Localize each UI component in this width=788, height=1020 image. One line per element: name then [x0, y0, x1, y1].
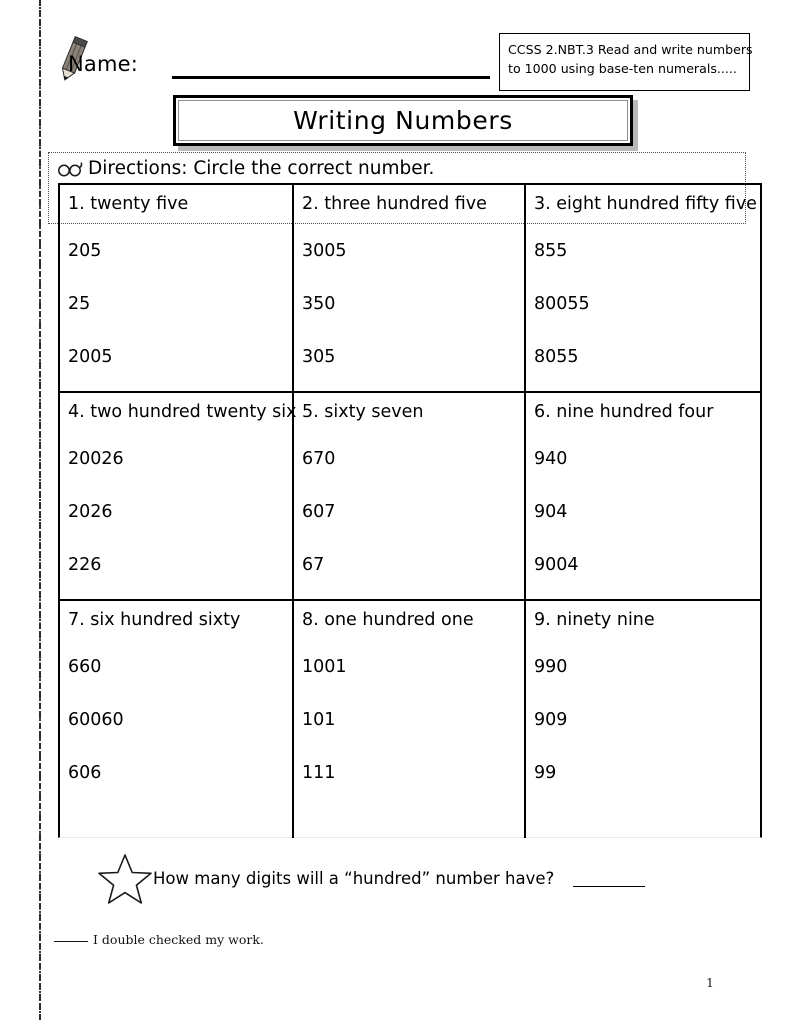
answer-choice[interactable]: 350 [302, 294, 336, 314]
problem-prompt: 2. three hundred five [302, 194, 487, 214]
answer-choice[interactable]: 2005 [68, 347, 113, 367]
answer-choice[interactable]: 99 [534, 763, 557, 783]
ccss-line-2: to 1000 using base-ten numerals..... [508, 61, 737, 76]
answer-choice[interactable]: 205 [68, 241, 102, 261]
problem-cell-9[interactable] [526, 601, 762, 838]
name-input-line[interactable] [172, 76, 490, 79]
ccss-standard-box [499, 33, 753, 91]
name-label: Name: [68, 52, 139, 76]
answer-choice[interactable]: 305 [302, 347, 336, 367]
answer-choice[interactable]: 80055 [534, 294, 590, 314]
answer-choice[interactable]: 606 [68, 763, 102, 783]
answer-choice[interactable]: 101 [302, 710, 336, 730]
problem-cell-4[interactable] [60, 393, 297, 601]
bonus-answer-line[interactable] [573, 886, 645, 887]
problem-prompt: 9. ninety nine [534, 610, 655, 630]
problem-cell-2[interactable] [294, 185, 526, 393]
answer-choice[interactable]: 909 [534, 710, 568, 730]
answer-choice[interactable]: 940 [534, 449, 568, 469]
answer-choice[interactable]: 904 [534, 502, 568, 522]
answer-choice[interactable]: 660 [68, 657, 102, 677]
problem-cell-8[interactable] [294, 601, 526, 838]
ccss-line-1: CCSS 2.NBT.3 Read and write numbers [508, 42, 753, 57]
problem-cell-7[interactable] [60, 601, 294, 838]
answer-choice[interactable]: 8055 [534, 347, 579, 367]
problem-prompt: 7. six hundred sixty [68, 610, 241, 630]
problem-grid [58, 183, 762, 838]
answer-choice[interactable]: 855 [534, 241, 568, 261]
directions-inner [57, 158, 434, 179]
answer-choice[interactable]: 226 [68, 555, 102, 575]
problem-prompt: 1. twenty five [68, 194, 189, 214]
page-number: 1 [706, 975, 714, 990]
answer-choice[interactable]: 111 [302, 763, 336, 783]
double-check-text: I double checked my work. [93, 932, 264, 947]
double-check-line [54, 932, 264, 947]
answer-choice[interactable]: 3005 [302, 241, 347, 261]
name-row [52, 34, 472, 86]
title-box [173, 95, 633, 146]
problem-cell-3[interactable] [526, 185, 762, 393]
answer-choice[interactable]: 20026 [68, 449, 124, 469]
answer-choice[interactable]: 25 [68, 294, 91, 314]
problem-prompt: 5. sixty seven [302, 402, 424, 422]
answer-choice[interactable]: 67 [302, 555, 325, 575]
problem-prompt: 6. nine hundred four [534, 402, 714, 422]
page-title: Writing Numbers [293, 106, 513, 135]
answer-choice[interactable]: 60060 [68, 710, 124, 730]
answer-choice[interactable]: 1001 [302, 657, 347, 677]
answer-choice[interactable]: 990 [534, 657, 568, 677]
problem-cell-5[interactable] [294, 393, 526, 601]
directions-text: Directions: Circle the correct number. [88, 158, 435, 179]
double-check-blank[interactable] [54, 941, 88, 942]
glasses-icon [57, 161, 83, 177]
bonus-question-text: How many digits will a “hundred” number have? [153, 869, 555, 888]
answer-choice[interactable]: 9004 [534, 555, 579, 575]
problem-prompt: 4. two hundred twenty six [68, 402, 297, 422]
answer-choice[interactable]: 670 [302, 449, 336, 469]
answer-choice[interactable]: 607 [302, 502, 336, 522]
left-margin-dot-line [39, 0, 41, 1020]
answer-choice[interactable]: 2026 [68, 502, 113, 522]
problem-prompt: 8. one hundred one [302, 610, 474, 630]
bonus-question-row [97, 852, 617, 908]
title-box-inner [178, 100, 628, 141]
problem-cell-6[interactable] [526, 393, 762, 601]
problem-cell-1[interactable] [60, 185, 294, 393]
problem-prompt: 3. eight hundred fifty five [534, 194, 757, 214]
